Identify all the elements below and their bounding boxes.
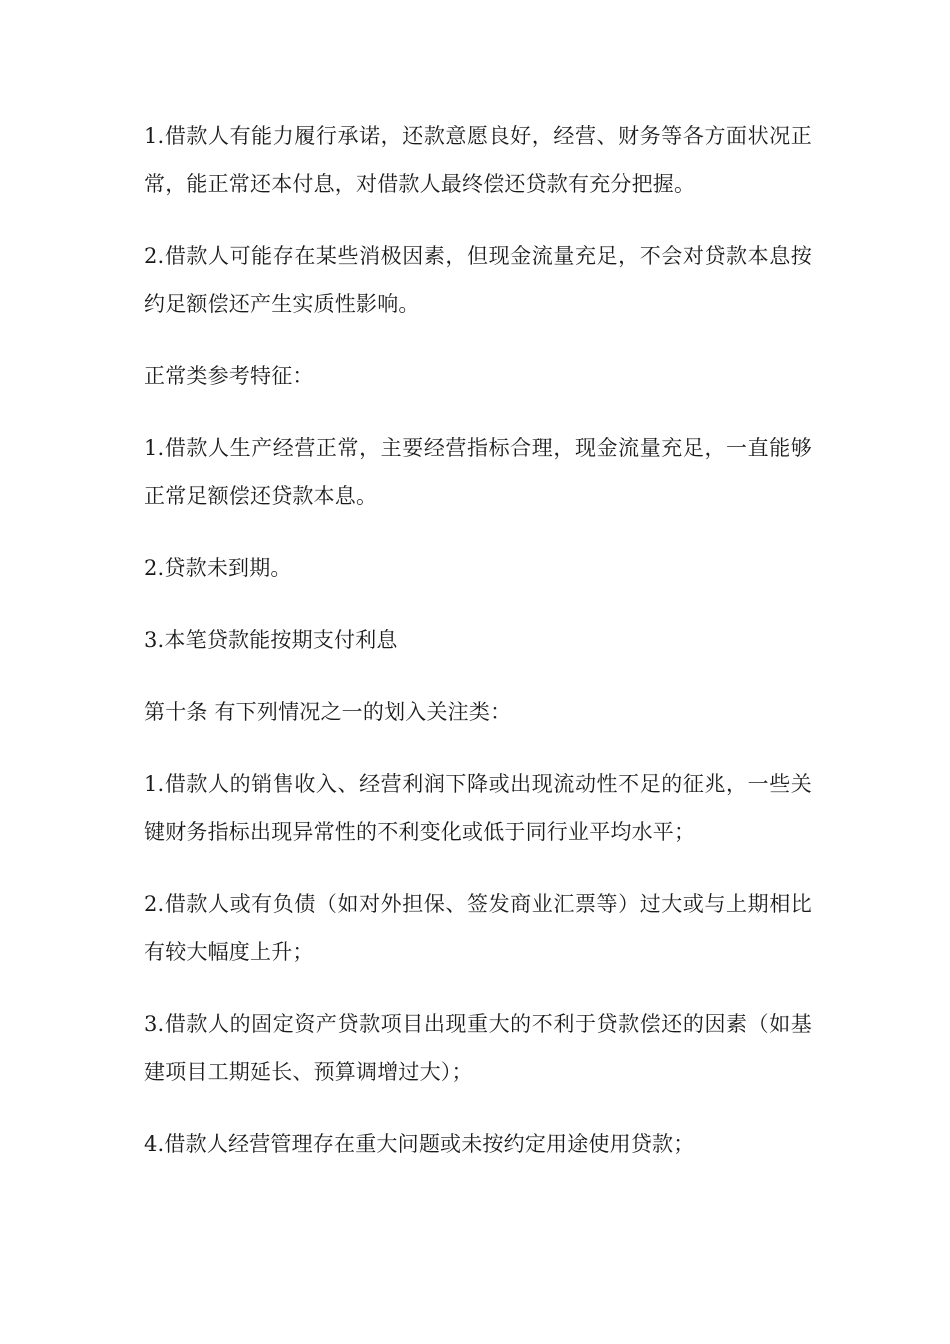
paragraph-reference-heading: 正常类参考特征：	[144, 364, 314, 388]
paragraph-reference-1: 1.借款人生产经营正常，主要经营指标合理，现金流量充足，一直能够正常足额偿还贷款本息。	[144, 436, 812, 508]
article-ten-heading: 第十条 有下列情况之一的划入关注类：	[144, 700, 512, 724]
paragraph-normal-class-1: 1.借款人有能力履行承诺，还款意愿良好，经营、财务等各方面状况正常，能正常还本付息，对借款人最终偿还贷款有充分把握。	[144, 124, 812, 196]
paragraph-normal-class-2: 2.借款人可能存在某些消极因素，但现金流量充足，不会对贷款本息按约足额偿还产生实质性影响。	[144, 244, 812, 316]
paragraph-attention-class-2: 2.借款人或有负债（如对外担保、签发商业汇票等）过大或与上期相比有较大幅度上升；	[144, 892, 812, 964]
paragraph-reference-3: 3.本笔贷款能按期支付利息	[144, 628, 398, 652]
paragraph-reference-2: 2.贷款未到期。	[144, 556, 292, 580]
paragraph-attention-class-4: 4.借款人经营管理存在重大问题或未按约定用途使用贷款；	[144, 1132, 695, 1156]
paragraph-attention-class-3: 3.借款人的固定资产贷款项目出现重大的不利于贷款偿还的因素（如基建项目工期延长、预算调增过大）；	[144, 1012, 812, 1084]
paragraph-attention-class-1: 1.借款人的销售收入、经营利润下降或出现流动性不足的征兆，一些关键财务指标出现异常性的不利变化或低于同行业平均水平；	[144, 772, 812, 844]
document-body	[144, 112, 812, 1192]
